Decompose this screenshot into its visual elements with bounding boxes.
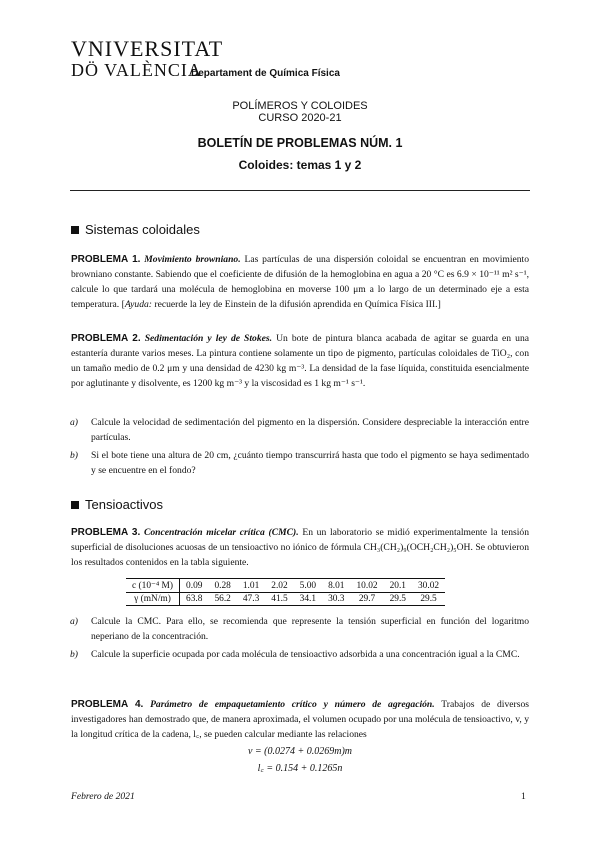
department-name: Departament de Química Física — [191, 68, 340, 79]
section-heading-colloidal-systems: Sistemas coloidales — [71, 222, 200, 237]
problem-2: PROBLEMA 2. Sedimentación y ley de Stokes. Un bote de pintura blanca acabada de agitar se guarda en una estantería durante varios meses. La pintura contiene solamente un tipo de pigmento, partículas coloidales de TiO₂, con un tamaño medio de 0.2 μm y una densidad de 4230 kg m⁻³. La densidad de la fase líquida, constituida esencialmente por aglutinante y disolvente, es 1200 kg m⁻³ y la viscosidad es 1 kg m⁻¹ s⁻¹. — [71, 333, 530, 389]
page-number: 1 — [521, 791, 526, 802]
university-logo-line2: DÖ VALÈNCIA — [71, 60, 202, 80]
problem-3-item-a: a) Calcule la CMC. Para ello, se recomienda que represente la tensión superficial en función del logaritmo neperiano de la concentración. — [70, 616, 529, 642]
footer-date: Febrero de 2021 — [71, 791, 135, 802]
bulletin-title: BOLETÍN DE PROBLEMAS NÚM. 1 — [197, 136, 403, 150]
problem-3: PROBLEMA 3. Concentración micelar crítica (CMC). En un laboratorio se midió experimentalmente la tensión superficial de disoluciones acuosas de un tensioactivo no iónico de fórmula CH₃(CH₂)₉(OCH₂CH₂)₅OH. Se obtuvieron los resultados contenidos en la tabla siguiente. — [71, 527, 529, 568]
table-row: c (10⁻⁴ M) 0.09 0.28 1.01 2.02 5.00 8.01 10.02 20.1 30.02 — [126, 579, 445, 593]
section-heading-surfactants: Tensioactivos — [71, 497, 163, 512]
course-name: POLÍMEROS Y COLOIDES — [232, 100, 368, 112]
problem-2-item-b: b) Si el bote tiene una altura de 20 cm, ¿cuánto tiempo transcurrirá hasta que todo el pigmento se haya sedimentado y se encuentre en el fondo? — [70, 450, 529, 476]
table-row-header: c (10⁻⁴ M) — [126, 579, 180, 593]
bulletin-subtitle: Coloides: temas 1 y 2 — [238, 158, 362, 172]
course-year: CURSO 2020-21 — [258, 112, 342, 124]
problem-2-item-a: a) Calcule la velocidad de sedimentación del pigmento en la dispersión. Considere despreciable la interacción entre partículas. — [70, 417, 529, 443]
university-logo-line1: VNIVERSITAT — [71, 36, 224, 61]
square-bullet-icon — [71, 501, 79, 509]
problem-4: PROBLEMA 4. Parámetro de empaquetamiento crítico y número de agregación. Trabajos de diversos investigadores han demostrado que, de manera aproximada, el volumen ocupado por una molécula de tensioactivo, v, y la longitud crítica de la cadena, l꜀, se pueden calcular mediante las relaciones — [71, 699, 529, 740]
table-row-header: γ (mN/m) — [126, 593, 180, 606]
equation-volume: v = (0.0274 + 0.0269m)m — [247, 746, 353, 757]
surface-tension-table — [126, 578, 445, 606]
problem-3-item-b: b) Calcule la superficie ocupada por cada molécula de tensioactivo adsorbida a una concentración igual a la CMC. — [70, 649, 520, 660]
problem-1: PROBLEMA 1. Movimiento browniano. Las partículas de una dispersión coloidal se encuentran en movimiento browniano constante. Sabiendo que el coeficiente de difusión de la hemoglobina en agua a 20 °C es 6.9 × 10⁻¹¹ m² s⁻¹, calcule lo que tardará una molécula de hemoglobina en moverse 100 μm a lo largo de un determinado eje a esta temperatura. [Ayuda: recuerde la ley de Einstein de la difusión aprendida en Química Física III.] — [71, 254, 530, 310]
title-rule — [70, 190, 530, 191]
equation-chain-length: l꜀ = 0.154 + 0.1265n — [257, 763, 343, 774]
table-row: γ (mN/m) 63.8 56.2 47.3 41.5 34.1 30.3 29.7 29.5 29.5 — [126, 593, 445, 606]
square-bullet-icon — [71, 226, 79, 234]
